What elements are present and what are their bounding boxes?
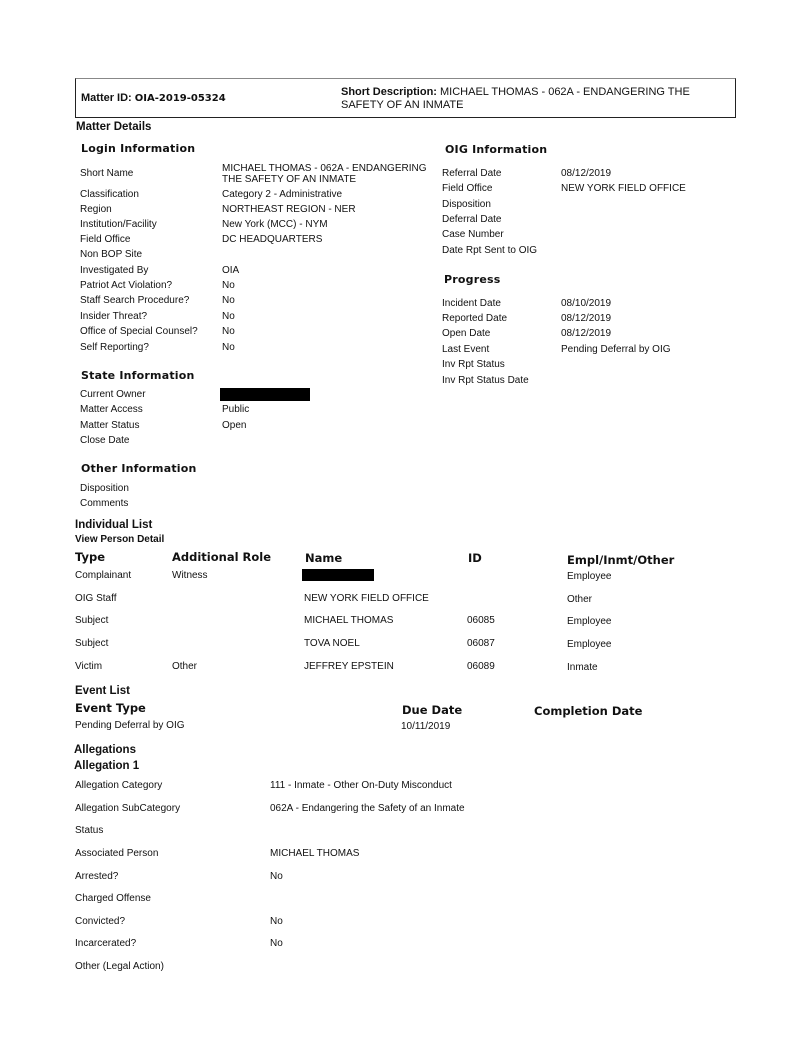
progress-field-label: Inv Rpt Status Date: [442, 375, 529, 386]
individual-type: Subject: [75, 638, 109, 649]
progress-field-value: Pending Deferral by OIG: [561, 344, 671, 355]
login-field-label: Non BOP Site: [80, 249, 143, 260]
progress-field-value: 08/12/2019: [561, 313, 612, 324]
oig-field-label: Deferral Date: [442, 214, 502, 225]
col-header-completion-date: Completion Date: [534, 704, 643, 718]
short-name-value-1: MICHAEL THOMAS - 062A - ENDANGERING: [222, 163, 427, 174]
other-field-label: Disposition: [80, 483, 129, 494]
individual-type: Complainant: [75, 570, 132, 581]
individual-role: Witness: [172, 570, 208, 581]
individual-list-title: Individual List: [75, 519, 153, 531]
progress-field-label: Open Date: [442, 328, 491, 339]
login-field-label: Self Reporting?: [80, 342, 149, 353]
individual-id: 06087: [467, 638, 495, 649]
progress-field-label: Reported Date: [442, 313, 508, 324]
oig-field-value: NEW YORK FIELD OFFICE: [561, 183, 686, 194]
oig-field-label: Case Number: [442, 229, 504, 240]
individual-name: TOVA NOEL: [304, 638, 360, 649]
progress-field-label: Inv Rpt Status: [442, 359, 505, 370]
allegation-field-label: Allegation Category: [75, 780, 163, 791]
login-field-label: Region: [80, 204, 112, 215]
oig-info-title: OIG Information: [445, 143, 548, 156]
login-field-value: No: [222, 295, 235, 306]
short-desc-line1: MICHAEL THOMAS - 062A - ENDANGERING THE: [440, 86, 690, 98]
individual-category: Other: [567, 594, 593, 605]
other-info-title: Other Information: [81, 462, 197, 475]
login-field-value: DC HEADQUARTERS: [222, 234, 323, 245]
individual-id: 06089: [467, 661, 495, 672]
col-header-empl-inmt-other: Empl/Inmt/Other: [567, 553, 675, 567]
allegation-field-value: 111 - Inmate - Other On-Duty Misconduct: [270, 780, 452, 791]
login-field-value: Category 2 - Administrative: [222, 189, 343, 200]
individual-role: Other: [172, 661, 198, 672]
oig-field-label: Field Office: [442, 183, 493, 194]
individual-type: Subject: [75, 615, 109, 626]
oig-field-label: Disposition: [442, 199, 491, 210]
login-field-value: No: [222, 326, 235, 337]
matter-details-title: Matter Details: [76, 121, 152, 133]
progress-field-label: Last Event: [442, 344, 490, 355]
individual-category: Employee: [567, 616, 612, 627]
short-name-label: Short Name: [80, 168, 134, 179]
redaction-bar: [220, 388, 310, 401]
allegation-field-label: Allegation SubCategory: [75, 803, 181, 814]
state-field-label: Matter Status: [80, 420, 140, 431]
allegation-field-label: Charged Offense: [75, 893, 151, 904]
matter-id-label: Matter ID:: [81, 92, 132, 104]
short-description: [341, 86, 690, 98]
individual-type: Victim: [75, 661, 103, 672]
individual-category: Inmate: [567, 662, 598, 673]
oig-field-label: Date Rpt Sent to OIG: [442, 245, 538, 256]
login-field-label: Field Office: [80, 234, 131, 245]
individual-name: NEW YORK FIELD OFFICE: [304, 593, 429, 604]
allegation-field-value: No: [270, 916, 283, 927]
short-desc-line2: SAFETY OF AN INMATE: [341, 99, 464, 111]
login-field-label: Patriot Act Violation?: [80, 280, 173, 291]
individual-id: 06085: [467, 615, 495, 626]
short-desc-label: Short Description:: [341, 86, 437, 98]
oig-field-label: Referral Date: [442, 168, 502, 179]
login-field-value: NORTHEAST REGION - NER: [222, 204, 356, 215]
allegation-field-value: No: [270, 938, 283, 949]
event-due-date-value: 10/11/2019: [401, 721, 451, 732]
matter-id: [81, 92, 226, 105]
state-info-title: State Information: [81, 369, 195, 382]
col-header-id: ID: [468, 551, 482, 565]
login-field-value: New York (MCC) - NYM: [222, 219, 328, 230]
allegation-field-label: Convicted?: [75, 916, 126, 927]
progress-title: Progress: [444, 273, 501, 286]
view-person-detail-link[interactable]: View Person Detail: [75, 534, 165, 545]
allegations-title: Allegations: [74, 744, 136, 756]
login-field-label: Investigated By: [80, 265, 149, 276]
event-type-value: Pending Deferral by OIG: [75, 720, 185, 731]
login-field-label: Office of Special Counsel?: [80, 326, 198, 337]
other-field-label: Comments: [80, 498, 129, 509]
login-field-value: No: [222, 311, 235, 322]
individual-category: Employee: [567, 639, 612, 650]
state-field-label: Matter Access: [80, 404, 143, 415]
state-field-label: Close Date: [80, 435, 130, 446]
allegation-field-label: Associated Person: [75, 848, 159, 859]
progress-field-value: 08/10/2019: [561, 298, 612, 309]
login-field-label: Staff Search Procedure?: [80, 295, 190, 306]
oig-field-value: 08/12/2019: [561, 168, 612, 179]
col-header-type: Type: [75, 550, 106, 564]
state-field-value: Public: [222, 404, 250, 415]
short-name-value-2: THE SAFETY OF AN INMATE: [222, 174, 357, 185]
login-field-value: No: [222, 342, 235, 353]
allegation-field-label: Arrested?: [75, 871, 119, 882]
allegation-field-value: 062A - Endangering the Safety of an Inmate: [270, 803, 465, 814]
col-header-name: Name: [305, 551, 343, 565]
progress-field-label: Incident Date: [442, 298, 501, 309]
individual-name: JEFFREY EPSTEIN: [304, 661, 394, 672]
login-field-label: Insider Threat?: [80, 311, 148, 322]
allegation-field-label: Incarcerated?: [75, 938, 137, 949]
state-field-value: Open: [222, 420, 247, 431]
login-info-title: Login Information: [81, 142, 196, 155]
redaction-bar: [302, 569, 374, 581]
individual-category: Employee: [567, 571, 612, 582]
col-header-additional-role: Additional Role: [172, 550, 272, 564]
progress-field-value: 08/12/2019: [561, 328, 612, 339]
event-list-title: Event List: [75, 685, 130, 697]
allegation-field-label: Status: [75, 825, 104, 836]
login-field-value: No: [222, 280, 235, 291]
allegation-field-value: No: [270, 871, 283, 882]
login-field-label: Classification: [80, 189, 139, 200]
state-field-label: Current Owner: [80, 389, 146, 400]
matter-id-value: OIA-2019-05324: [134, 93, 226, 104]
allegation-field-value: MICHAEL THOMAS: [270, 848, 360, 859]
individual-type: OIG Staff: [75, 593, 117, 604]
col-header-event-type: Event Type: [75, 701, 146, 715]
login-field-label: Institution/Facility: [80, 219, 157, 230]
allegation-1-title: Allegation 1: [74, 760, 140, 772]
allegation-field-label: Other (Legal Action): [75, 961, 164, 972]
login-field-value: OIA: [222, 265, 240, 276]
individual-name: MICHAEL THOMAS: [304, 615, 394, 626]
col-header-due-date: Due Date: [402, 703, 463, 717]
